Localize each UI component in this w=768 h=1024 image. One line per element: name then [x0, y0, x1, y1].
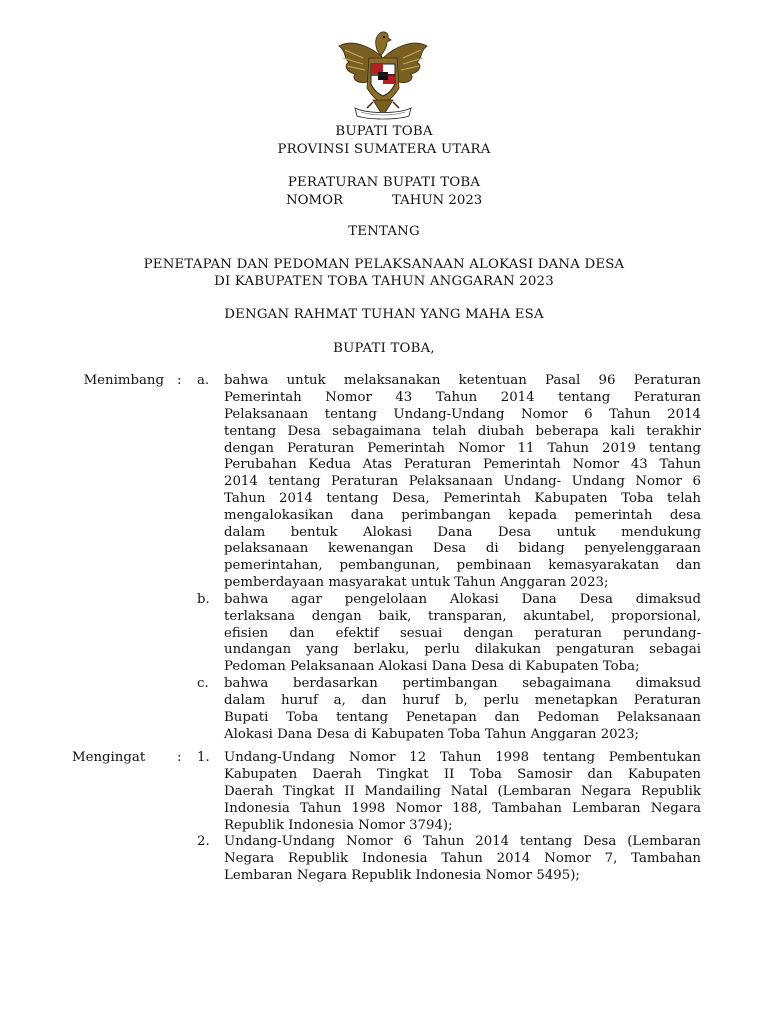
clause-line: Tahun 2014 tentang Desa, Pemerintah Kabupaten Toba telah [224, 491, 701, 506]
item-marker: 2. [197, 834, 210, 849]
clause-line: Negara Republik Indonesia Tahun 2014 Nomor 7, Tambahan [224, 851, 701, 866]
clause-line: Daerah Tingkat II Mandailing Natal (Lembaran Negara Republik [224, 784, 701, 799]
menimbang-colon: : [177, 373, 182, 388]
clause-line: Alokasi Dana Desa di Kabupaten Toba Tahun Anggaran 2023; [224, 727, 640, 742]
clause-line: Pedoman Pelaksanaan Alokasi Dana Desa di Kabupaten Toba; [224, 659, 640, 674]
clause-line: tentang Desa sebagaimana telah diubah beberapa kali terakhir [224, 424, 701, 439]
clause-line: Bupati Toba tentang Penetapan dan Pedoman Pelaksanaan [224, 710, 701, 725]
clause-line: Pelaksanaan tentang Undang-Undang Nomor 6 Tahun 2014 [224, 407, 701, 422]
regulation-title-line-1: PENETAPAN DAN PEDOMAN PELAKSANAAN ALOKASI DANA DESA [143, 257, 625, 272]
office-title: BUPATI TOBA [335, 124, 433, 139]
clause-line: Kabupaten Daerah Tingkat II Toba Samosir dan Kabupaten [224, 767, 701, 782]
clause-line: 2014 tentang Peraturan Pelaksanaan Undang- Undang Nomor 6 [224, 474, 701, 489]
clause-line: Pemerintah Nomor 43 Tahun 2014 tentang Peraturan [224, 390, 701, 405]
regulation-type: PERATURAN BUPATI TOBA [287, 175, 481, 190]
regulation-number-label: NOMOR [286, 193, 344, 208]
regulation-year-label: TAHUN 2023 [392, 193, 483, 208]
item-marker: 1. [197, 750, 210, 765]
clause-line: Lembaran Negara Republik Indonesia Nomor 5495); [224, 868, 580, 883]
clause-line: dalam huruf a, dan huruf b, perlu menetapkan Peraturan [224, 693, 701, 708]
clause-line: efisien dan efektif sesuai dengan peraturan perundang- [224, 626, 701, 641]
province-title: PROVINSI SUMATERA UTARA [277, 142, 491, 157]
invocation: DENGAN RAHMAT TUHAN YANG MAHA ESA [224, 307, 544, 322]
clause-line: undangan yang berlaku, perlu dilakukan pengaturan sebagai [224, 642, 701, 657]
issuer-title: BUPATI TOBA, [333, 341, 435, 356]
regulation-title-line-2: DI KABUPATEN TOBA TAHUN ANGGARAN 2023 [214, 274, 554, 289]
menimbang-label: Menimbang [83, 373, 164, 388]
item-marker: c. [197, 676, 209, 691]
clause-line: mengalokasikan dana perimbangan kepada pemerintah desa [224, 508, 701, 523]
mengingat-label: Mengingat [72, 750, 146, 765]
clause-line: pelaksanaan kewenangan Desa di bidang penyelenggaraan [224, 541, 701, 556]
clause-line: Indonesia Tahun 1998 Nomor 188, Tambahan Lembaran Negara [224, 801, 701, 816]
clause-line: pemberdayaan masyarakat untuk Tahun Anggaran 2023; [224, 575, 609, 590]
item-marker: a. [197, 373, 210, 388]
clause-line: dengan Peraturan Pemerintah Nomor 11 Tahun 2019 tentang [224, 441, 701, 456]
clause-line: pemerintahan, pembangunan, pembinaan kemasyarakatan dan [224, 558, 701, 573]
clause-line: bahwa berdasarkan pertimbangan sebagaimana dimaksud [224, 676, 701, 691]
clause-line: terlaksana dengan baik, transparan, akuntabel, proporsional, [224, 609, 701, 624]
garuda-emblem-icon [333, 28, 433, 124]
clause-line: bahwa untuk melaksanakan ketentuan Pasal 96 Peraturan [224, 373, 701, 388]
item-marker: b. [197, 592, 210, 607]
clause-line: Perubahan Kedua Atas Peraturan Pemerintah Nomor 43 Tahun [224, 457, 701, 472]
clause-line: bahwa agar pengelolaan Alokasi Dana Desa dimaksud [224, 592, 701, 607]
clause-line: dalam bentuk Alokasi Dana Desa untuk mendukung [224, 525, 701, 540]
clause-line: Undang-Undang Nomor 6 Tahun 2014 tentang Desa (Lembaran [224, 834, 701, 849]
mengingat-colon: : [177, 750, 182, 765]
clause-line: Republik Indonesia Nomor 3794); [224, 818, 453, 833]
about-heading: TENTANG [348, 224, 420, 239]
clause-line: Undang-Undang Nomor 12 Tahun 1998 tentang Pembentukan [224, 750, 701, 765]
